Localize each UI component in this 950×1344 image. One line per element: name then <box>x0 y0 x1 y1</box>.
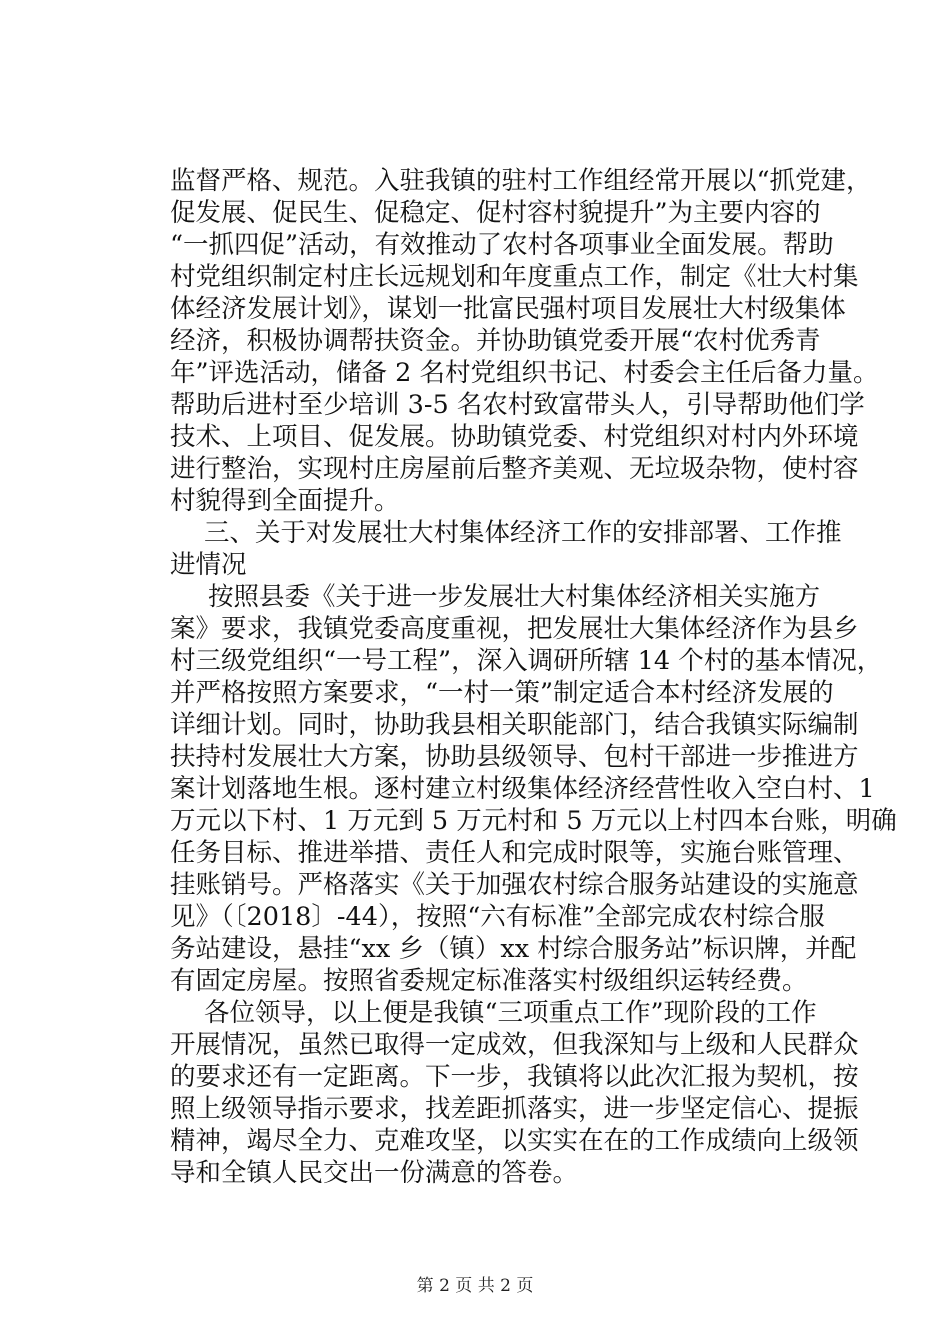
text-line: 照上级领导指示要求，找差距抓落实，进一步坚定信心、提振 <box>170 1094 859 1124</box>
text-line: 帮助后进村至少培训 3-5 名农村致富带头人，引导帮助他们学 <box>170 390 865 420</box>
text-line: 案计划落地生根。逐村建立村级集体经济经营性收入空白村、1 <box>170 774 875 804</box>
text-line: 挂账销号。严格落实《关于加强农村综合服务站建设的实施意 <box>170 870 859 900</box>
text-line: 案》要求，我镇党委高度重视，把发展壮大集体经济作为县乡 <box>170 614 859 644</box>
text-line: 年”评选活动，储备 2 名村党组织书记、村委会主任后备力量。 <box>170 358 879 388</box>
text-line: 村貌得到全面提升。 <box>170 486 400 516</box>
text-line: “一抓四促”活动，有效推动了农村各项事业全面发展。帮助 <box>170 230 834 260</box>
text-line: 村党组织制定村庄长远规划和年度重点工作，制定《壮大村集 <box>170 262 859 292</box>
text-line: 的要求还有一定距离。下一步，我镇将以此次汇报为契机，按 <box>170 1062 859 1092</box>
text-line: 进行整治，实现村庄房屋前后整齐美观、无垃圾杂物，使村容 <box>170 454 859 484</box>
text-line: 见》（〔2018〕-44），按照“六有标准”全部完成农村综合服 <box>170 902 825 932</box>
page-footer: 第 2 页 共 2 页 <box>416 1276 534 1296</box>
text-line: 精神，竭尽全力、克难攻坚，以实实在在的工作成绩向上级领 <box>170 1126 859 1156</box>
text-line: 有固定房屋。按照省委规定标准落实村级组织运转经费。 <box>170 966 808 996</box>
text-line: 技术、上项目、促发展。协助镇党委、村党组织对村内外环境 <box>170 422 859 452</box>
text-line: 并严格按照方案要求，“一村一策”制定适合本村经济发展的 <box>170 678 834 708</box>
text-line: 各位领导，以上便是我镇“三项重点工作”现阶段的工作 <box>204 998 817 1028</box>
text-line: 进情况 <box>170 550 247 580</box>
text-line: 开展情况，虽然已取得一定成效，但我深知与上级和人民群众 <box>170 1030 859 1060</box>
document-body <box>170 165 897 1189</box>
text-line: 三、关于对发展壮大村集体经济工作的安排部署、工作推 <box>204 518 842 548</box>
text-line: 扶持村发展壮大方案，协助县级领导、包村干部进一步推进方 <box>170 742 859 772</box>
text-line: 导和全镇人民交出一份满意的答卷。 <box>170 1158 579 1188</box>
text-line: 体经济发展计划》，谋划一批富民强村项目发展壮大村级集体 <box>170 294 846 324</box>
text-line: 务站建设，悬挂“xx 乡（镇）xx 村综合服务站”标识牌，并配 <box>170 934 857 964</box>
text-line: 按照县委《关于进一步发展壮大村集体经济相关实施方 <box>208 582 821 612</box>
text-line: 详细计划。同时，协助我县相关职能部门，结合我镇实际编制 <box>170 710 859 740</box>
text-line: 促发展、促民生、促稳定、促村容村貌提升”为主要内容的 <box>170 198 821 228</box>
text-line: 村三级党组织“一号工程”，深入调研所辖 14 个村的基本情况， <box>170 646 883 676</box>
text-line: 任务目标、推进举措、责任人和完成时限等，实施台账管理、 <box>170 838 859 868</box>
text-line: 万元以下村、1 万元到 5 万元村和 5 万元以上村四本台账，明确 <box>170 806 897 836</box>
text-line: 监督严格、规范。入驻我镇的驻村工作组经常开展以“抓党建， <box>170 166 872 196</box>
text-line: 经济，积极协调帮扶资金。并协助镇党委开展“农村优秀青 <box>170 326 821 356</box>
